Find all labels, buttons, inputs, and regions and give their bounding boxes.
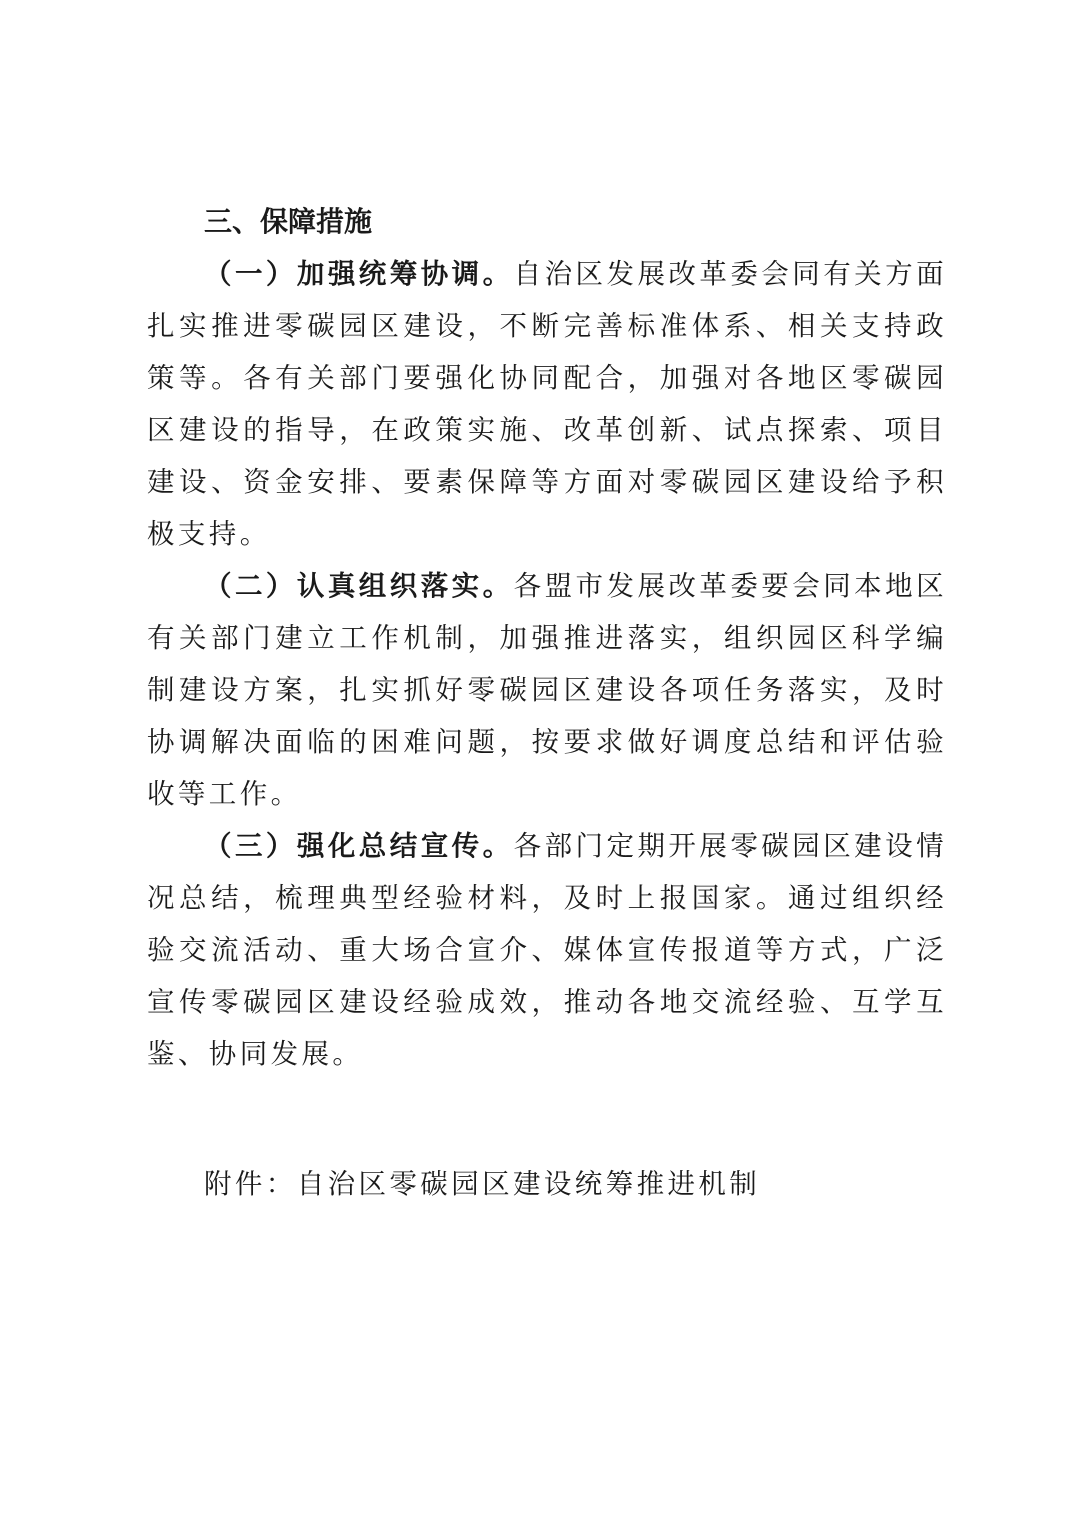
paragraph-lead: （一）加强统筹协调。 bbox=[204, 258, 514, 290]
paragraph-body: 各盟市发展改革委要会同本地区有关部门建立工作机制，加强推进落实，组织园区科学编制建设方案，扎实抓好零碳园区建设各项任务落实，及时协调解决面临的困难问题，按要求做好调度总结和评估验收等工作。 bbox=[147, 570, 947, 810]
paragraph-lead: （二）认真组织落实。 bbox=[204, 570, 514, 602]
paragraph-coordination bbox=[147, 248, 947, 560]
paragraph-implementation bbox=[147, 560, 947, 820]
section-heading: 三、保障措施 bbox=[204, 205, 373, 238]
paragraph-body: 自治区发展改革委会同有关方面扎实推进零碳园区建设，不断完善标准体系、相关支持政策等。各有关部门要强化协同配合，加强对各地区零碳园区建设的指导，在政策实施、改革创新、试点探索、项目建设、资金安排、要素保障等方面对零碳园区建设给予积极支持。 bbox=[147, 258, 947, 550]
attachment-note: 附件：自治区零碳园区建设统筹推进机制 bbox=[204, 1168, 761, 1200]
document-body bbox=[147, 196, 947, 1238]
paragraph-lead: （三）强化总结宣传。 bbox=[204, 830, 514, 862]
paragraph-publicity bbox=[147, 820, 947, 1080]
paragraph-body: 各部门定期开展零碳园区建设情况总结，梳理典型经验材料，及时上报国家。通过组织经验交流活动、重大场合宣介、媒体宣传报道等方式，广泛宣传零碳园区建设经验成效，推动各地交流经验、互学互鉴、协同发展。 bbox=[147, 830, 947, 1070]
